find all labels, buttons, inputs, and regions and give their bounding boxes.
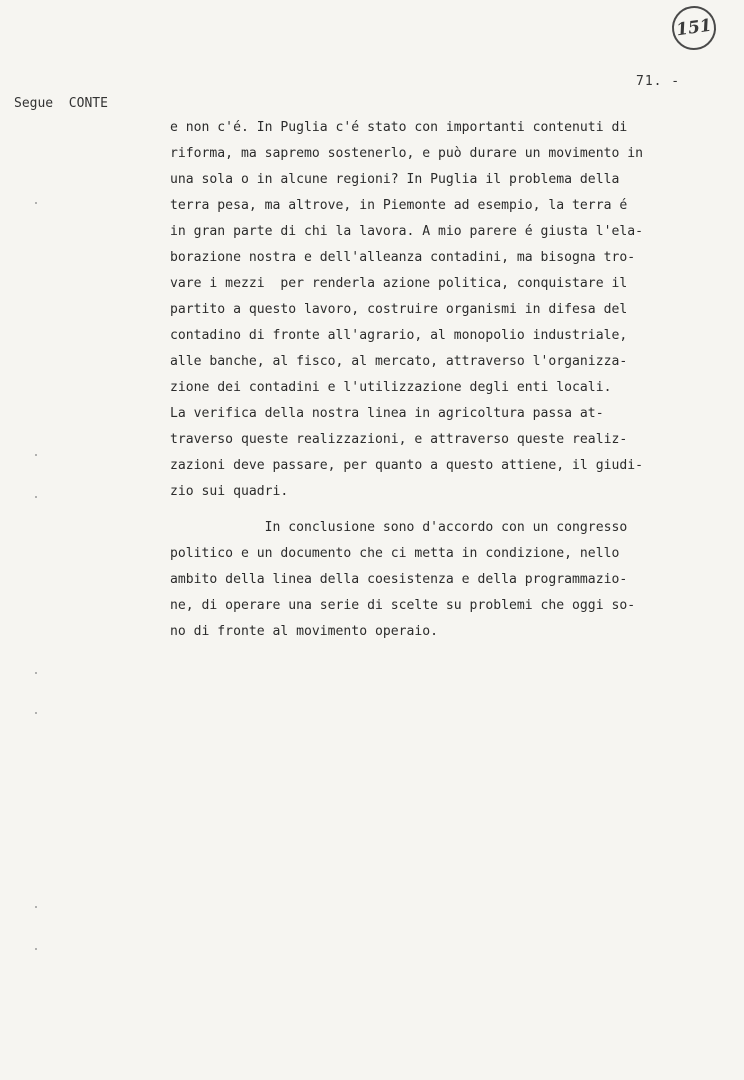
text-line: vare i mezzi per renderla azione politica, conquistare il: [170, 276, 628, 291]
margin-mark: [35, 496, 37, 498]
speaker-label: Segue CONTE: [14, 96, 108, 111]
paragraph-spacer: [170, 505, 710, 515]
page-number: 71. -: [636, 74, 681, 89]
margin-mark: [35, 454, 37, 456]
text-line: zio sui quadri.: [170, 484, 289, 499]
text-line: in gran parte di chi la lavora. A mio parere é giusta l'ela-: [170, 224, 643, 239]
text-line: e non c'é. In Puglia c'é stato con importanti contenuti di: [170, 120, 628, 135]
text-line: traverso queste realizzazioni, e attraverso queste realiz-: [170, 432, 628, 447]
text-line: alle banche, al fisco, al mercato, attraverso l'organizza-: [170, 354, 628, 369]
text-line: La verifica della nostra linea in agricoltura passa at-: [170, 406, 604, 421]
text-line: zazioni deve passare, per quanto a questo attiene, il giudi-: [170, 458, 643, 473]
paragraph-2: [170, 515, 710, 645]
text-line: riforma, ma sapremo sostenerlo, e può durare un movimento in: [170, 146, 643, 161]
text-line: ne, di operare una serie di scelte su problemi che oggi so-: [170, 598, 636, 613]
transcript-body: [170, 115, 710, 645]
text-line: contadino di fronte all'agrario, al monopolio industriale,: [170, 328, 628, 343]
margin-mark: [35, 712, 37, 714]
margin-mark: [35, 906, 37, 908]
text-line: In conclusione sono d'accordo con un congresso: [170, 520, 628, 535]
text-line: terra pesa, ma altrove, in Piemonte ad esempio, la terra é: [170, 198, 628, 213]
margin-mark: [35, 672, 37, 674]
margin-mark: [35, 948, 37, 950]
text-line: partito a questo lavoro, costruire organismi in difesa del: [170, 302, 628, 317]
text-line: zione dei contadini e l'utilizzazione degli enti locali.: [170, 380, 612, 395]
archive-stamp: [669, 3, 719, 53]
text-line: no di fronte al movimento operaio.: [170, 624, 439, 639]
margin-mark: [35, 202, 37, 204]
text-line: politico e un documento che ci metta in condizione, nello: [170, 546, 620, 561]
text-line: borazione nostra e dell'alleanza contadini, ma bisogna tro-: [170, 250, 636, 265]
text-line: una sola o in alcune regioni? In Puglia il problema della: [170, 172, 620, 187]
text-line: ambito della linea della coesistenza e della programmazio-: [170, 572, 628, 587]
paragraph-1: [170, 115, 710, 505]
stamp-number: 151: [675, 15, 713, 41]
